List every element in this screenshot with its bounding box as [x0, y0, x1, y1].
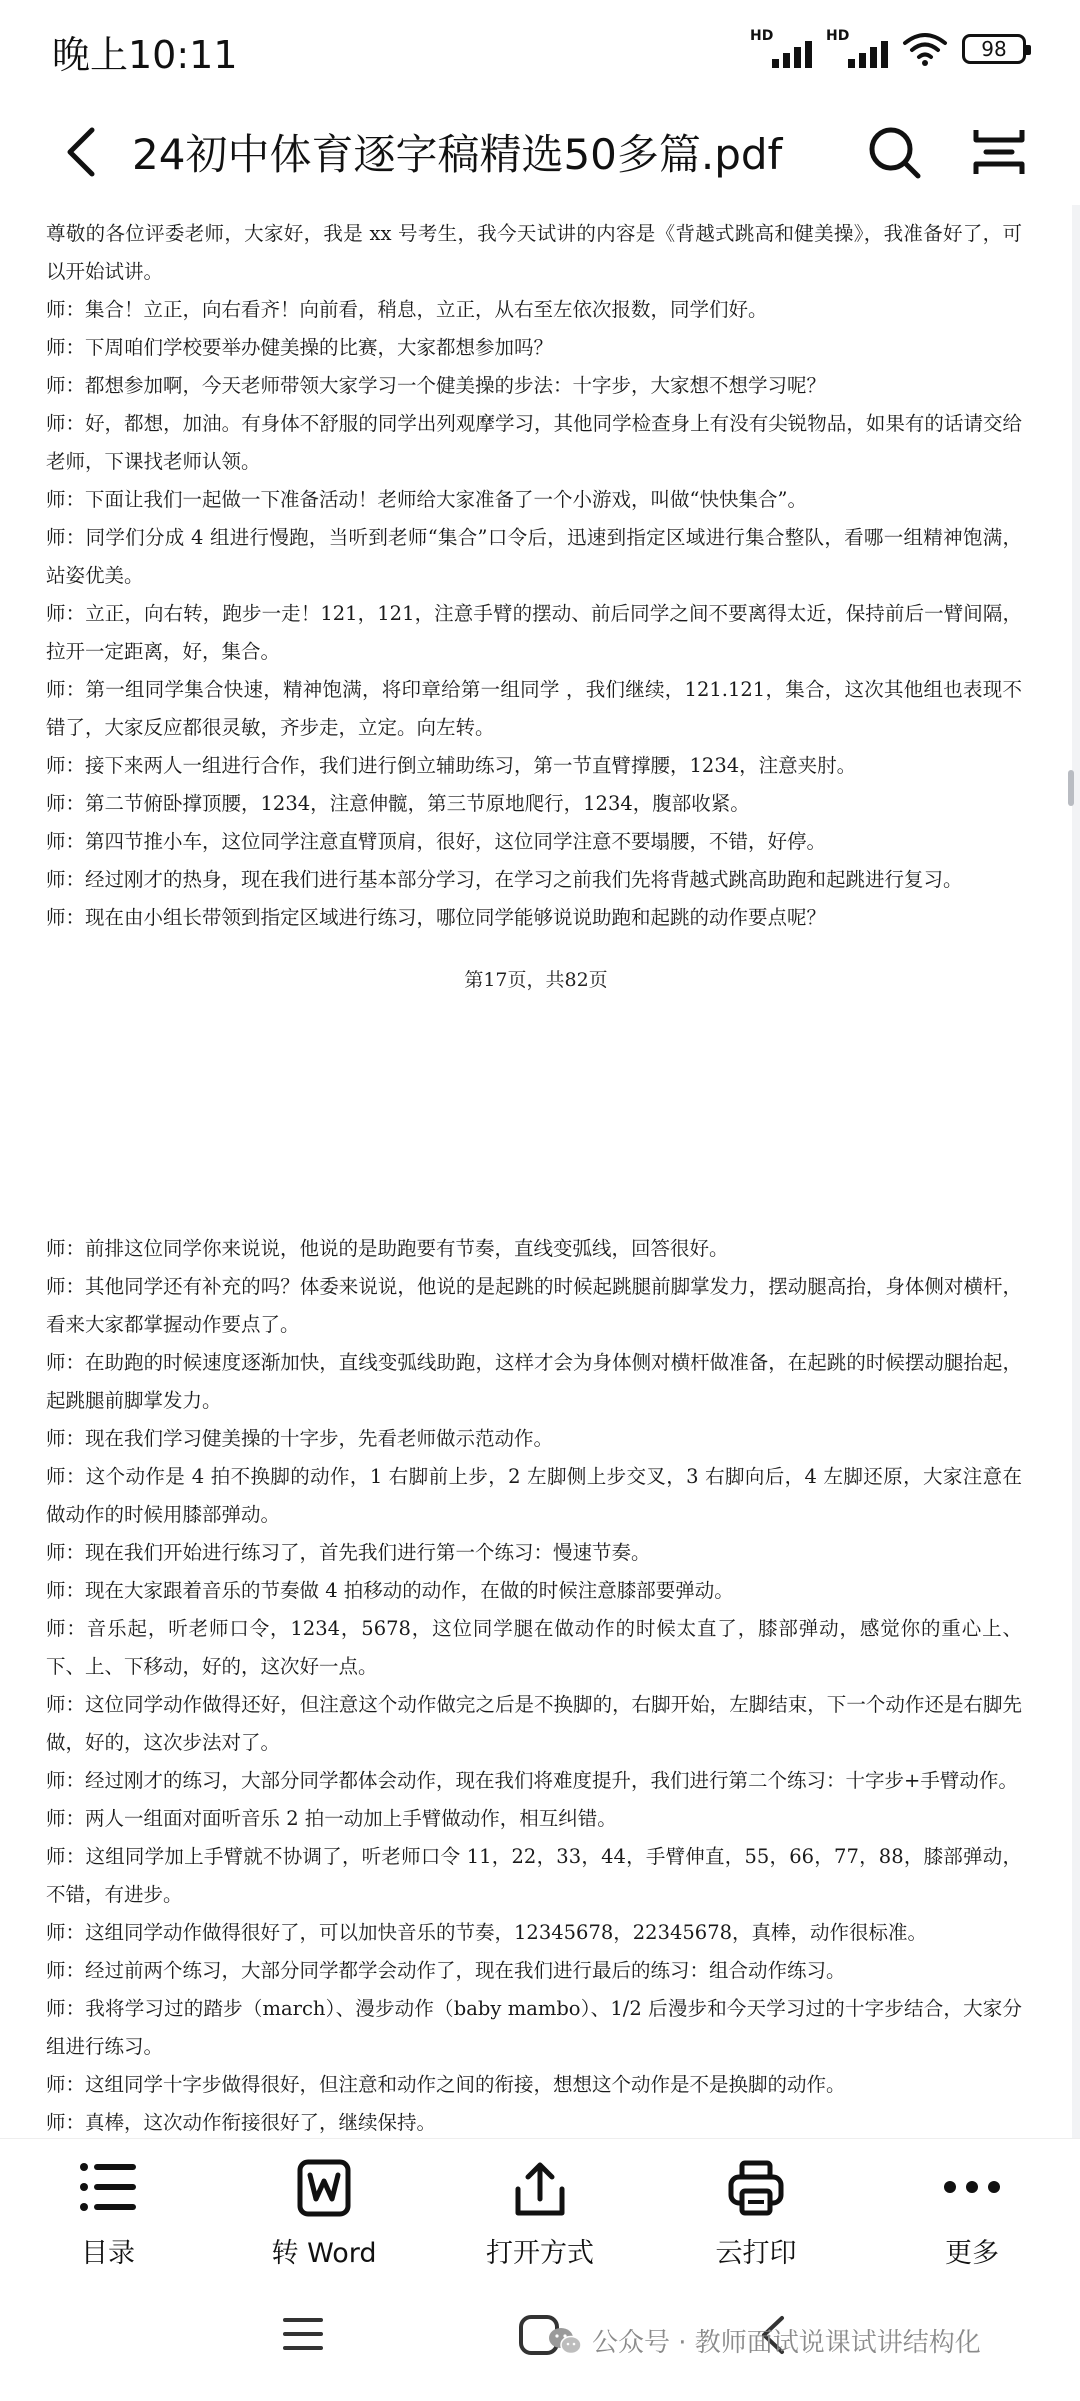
- back-arrow-icon[interactable]: [58, 124, 108, 180]
- paragraph: 师：这组同学动作做得很好了，可以加快音乐的节奏，12345678，22345678，真棒，动作很标准。: [46, 1921, 928, 1944]
- paragraph: 师：下面让我们一起做一下准备活动！老师给大家准备了一个小游戏，叫做“快快集合”。: [46, 488, 807, 511]
- toc-label: 目录: [81, 2238, 135, 2269]
- paragraph: 师：经过刚才的练习，大部分同学都体会动作，现在我们将难度提升，我们进行第二个练习：十字步+手臂动作。: [46, 1769, 1018, 1792]
- paragraph: 师：我将学习过的踏步（march）、漫步动作（baby mambo）、1/2 后漫步和今天学习过的十字步结合，大家分组进行练习。: [46, 1997, 1022, 2058]
- wechat-icon: [548, 2326, 582, 2356]
- share-icon: [512, 2159, 568, 2219]
- paragraph: 师：这组同学加上手臂就不协调了，听老师口令 11，22，33，44，手臂伸直，55，66，77，88，膝部弹动，不错，有进步。: [46, 1845, 1022, 1906]
- wifi-icon: [902, 31, 948, 67]
- paragraph: 师：经过刚才的热身，现在我们进行基本部分学习，在学习之前我们先将背越式跳高助跑和起跳进行复习。: [46, 868, 963, 891]
- status-bar: [0, 0, 1080, 100]
- paragraph: 师：好，都想，加油。有身体不舒服的同学出列观摩学习，其他同学检查身上有没有尖锐物品，如果有的话请交给老师，下课找老师认领。: [46, 412, 1022, 473]
- paragraph: 师：第四节推小车，这位同学注意直臂顶肩，很好，这位同学注意不要塌腰，不错，好停。: [46, 830, 827, 853]
- convert-word-button[interactable]: [224, 2139, 424, 2279]
- document-title: 24初中体育逐字稿精选50多篇.pdf: [132, 130, 783, 179]
- pdf-page-18: [0, 1120, 1072, 2138]
- paragraph: 师：下周咱们学校要举办健美操的比赛，大家都想参加吗？: [46, 336, 554, 359]
- cloud-print-button[interactable]: [656, 2139, 856, 2279]
- signal-icon-1: [750, 30, 812, 68]
- paragraph: 师：在助跑的时候速度逐渐加快，直线变弧线助跑，这样才会为身体侧对横杆做准备，在起跳的时候摆动腿抬起，起跳腿前脚掌发力。: [46, 1351, 1022, 1412]
- paragraph: 师：接下来两人一组进行合作，我们进行倒立辅助练习，第一节直臂撑腰，1234，注意夹肘。: [46, 754, 857, 777]
- paragraph: 尊敬的各位评委老师，大家好，我是 xx 号考生，我今天试讲的内容是《背越式跳高和健美操》，我准备好了，可以开始试讲。: [46, 222, 1022, 283]
- paragraph: 师：都想参加啊，今天老师带领大家学习一个健美操的步法：十字步，大家想不想学习呢？: [46, 374, 827, 397]
- paragraph: 师：这个动作是 4 拍不换脚的动作，1 右脚前上步，2 左脚侧上步交叉，3 右脚向后，4 左脚还原，大家注意在做动作的时候用膝部弹动。: [46, 1465, 1022, 1526]
- paragraph: 师：第一组同学集合快速，精神饱满，将印章给第一组同学 ，我们继续，121.121，集合，这次其他组也表现不错了，大家反应都很灵敏，齐步走，立定。向左转。: [46, 678, 1022, 739]
- convert-word-label: 转 Word: [271, 2238, 377, 2269]
- document-header: [0, 100, 1080, 205]
- battery-icon: 98: [962, 34, 1026, 64]
- paragraph: 师：前排这位同学你来说说，他说的是助跑要有节奏，直线变弧线，回答很好。: [46, 1237, 729, 1260]
- printer-icon: [727, 2159, 785, 2217]
- pdf-viewer[interactable]: [0, 205, 1080, 2138]
- more-icon: [942, 2159, 1002, 2215]
- paragraph: 师：第二节俯卧撑顶腰，1234，注意伸髋，第三节原地爬行，1234，腹部收紧。: [46, 792, 750, 815]
- page-fit-icon[interactable]: [972, 126, 1026, 178]
- paragraph: 师：集合！立正，向右看齐！向前看，稍息，立正，从右至左依次报数，同学们好。: [46, 298, 768, 321]
- signal-icon-2: [826, 30, 888, 68]
- page-text: [46, 1230, 1022, 2138]
- word-icon: [297, 2159, 351, 2217]
- bottom-toolbar: [0, 2138, 1080, 2279]
- system-nav-bar: [0, 2278, 1080, 2401]
- more-button[interactable]: [872, 2139, 1072, 2279]
- paragraph: 师：经过前两个练习，大部分同学都学会动作了，现在我们进行最后的练习：组合动作练习。: [46, 1959, 846, 1982]
- paragraph: 师：真棒，这次动作衔接很好了，继续保持。: [46, 2111, 437, 2134]
- paragraph: 师：其他同学还有补充的吗？体委来说说，他说的是起跳的时候起跳腿前脚掌发力，摆动腿高抬，身体侧对横杆，看来大家都掌握动作要点了。: [46, 1275, 1022, 1336]
- paragraph: 师：立正，向右转，跑步一走！121，121，注意手臂的摆动、前后同学之间不要离得太近，保持前后一臂间隔，拉开一定距离，好，集合。: [46, 602, 1022, 663]
- paragraph: 师：现在我们学习健美操的十字步，先看老师做示范动作。: [46, 1427, 554, 1450]
- page-number-footer: 第17页，共82页: [464, 969, 608, 991]
- open-with-button[interactable]: [440, 2139, 640, 2279]
- page-text: [46, 215, 1022, 937]
- paragraph: 师：现在大家跟着音乐的节奏做 4 拍移动的动作，在做的时候注意膝部要弹动。: [46, 1579, 734, 1602]
- paragraph: 师：音乐起，听老师口令，1234，5678，这位同学腿在做动作的时候太直了，膝部弹动，感觉你的重心上、下、上、下移动，好的，这次好一点。: [46, 1617, 1022, 1678]
- watermark: [548, 2322, 981, 2359]
- toc-button[interactable]: [8, 2139, 208, 2279]
- recent-apps-icon[interactable]: [283, 2316, 323, 2352]
- search-icon[interactable]: [866, 124, 922, 180]
- paragraph: 师：现在由小组长带领到指定区域进行练习，哪位同学能够说说助跑和起跳的动作要点呢？: [46, 906, 827, 929]
- status-icons: [750, 30, 1026, 68]
- list-icon: [78, 2159, 138, 2215]
- signal-hd-label: HD: [750, 28, 774, 44]
- signal-hd-label: HD: [826, 28, 850, 44]
- watermark-text: 公众号 · 教师面试说课试讲结构化: [592, 2328, 981, 2358]
- paragraph: 师：两人一组面对面听音乐 2 拍一动加上手臂做动作，相互纠错。: [46, 1807, 617, 1830]
- cloud-print-label: 云打印: [715, 2238, 797, 2269]
- paragraph: 师：同学们分成 4 组进行慢跑，当听到老师“集合”口令后，迅速到指定区域进行集合整队，看哪一组精神饱满，站姿优美。: [46, 526, 1022, 587]
- status-time: 晚上10:11: [52, 33, 238, 77]
- paragraph: 师：这组同学十字步做得很好，但注意和动作之间的衔接，想想这个动作是不是换脚的动作。: [46, 2073, 846, 2096]
- paragraph: 师：这位同学动作做得还好，但注意这个动作做完之后是不换脚的，右脚开始，左脚结束，下一个动作还是右脚先做，好的，这次步法对了。: [46, 1693, 1022, 1754]
- paragraph: 师：现在我们开始进行练习了，首先我们进行第一个练习：慢速节奏。: [46, 1541, 651, 1564]
- more-label: 更多: [945, 2238, 999, 2269]
- scrollbar-handle[interactable]: [1068, 770, 1074, 806]
- open-with-label: 打开方式: [486, 2238, 594, 2269]
